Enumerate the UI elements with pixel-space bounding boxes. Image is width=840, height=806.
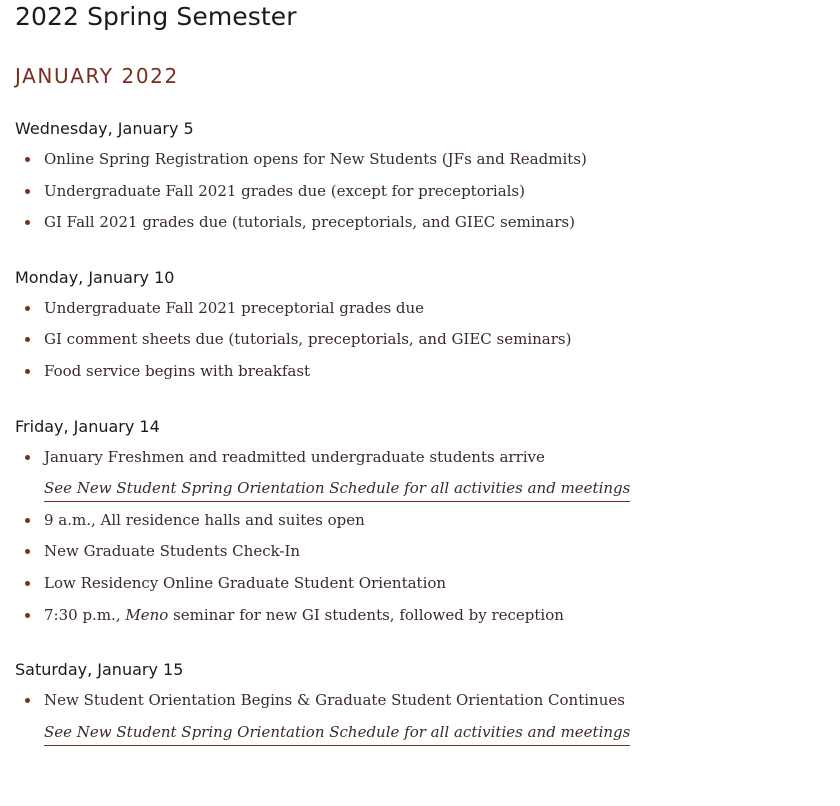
event-text: Undergraduate Fall 2021 preceptorial grades due — [44, 298, 425, 317]
bullet-icon — [25, 455, 30, 460]
semester-title: 2022 Spring Semester — [15, 2, 297, 31]
event-text: GI Fall 2021 grades due (tutorials, preceptorials, and GIEC seminars) — [44, 213, 575, 232]
event-list — [15, 293, 840, 388]
bullet-icon — [25, 337, 30, 342]
event-text: Undergraduate Fall 2021 grades due (except for preceptorials) — [44, 181, 525, 200]
event-time: 7:30 p.m., — [44, 605, 126, 624]
bullet-icon — [25, 549, 30, 554]
day-heading: Saturday, January 15 — [15, 660, 184, 680]
list-item — [15, 324, 840, 356]
bullet-icon — [25, 189, 30, 194]
event-list — [15, 685, 840, 748]
event-text: seminar for new GI students, followed by reception — [168, 605, 564, 624]
event-text: Online Spring Registration opens for New Students (JFs and Readmits) — [44, 150, 587, 168]
list-item — [15, 568, 840, 600]
list-item — [15, 176, 840, 208]
bullet-icon — [25, 369, 30, 374]
event-text: Food service begins with breakfast — [44, 361, 311, 380]
bullet-icon — [25, 157, 30, 162]
bullet-icon — [25, 613, 30, 618]
list-item — [15, 207, 840, 239]
list-item — [15, 536, 840, 568]
day-heading: Friday, January 14 — [15, 416, 160, 436]
bullet-icon — [25, 518, 30, 523]
event-text: 9 a.m., All residence halls and suites open — [44, 510, 365, 529]
day-heading: Monday, January 10 — [15, 267, 175, 287]
day-section-jan-15 — [15, 659, 840, 748]
event-list — [15, 144, 840, 239]
event-text: GI comment sheets due (tutorials, preceptorials, and GIEC seminars) — [44, 330, 572, 349]
day-section-jan-10 — [15, 267, 840, 388]
bullet-icon — [25, 220, 30, 225]
day-section-jan-14 — [15, 416, 840, 632]
event-text: New Student Orientation Begins & Graduate Student Orientation Continues — [44, 691, 625, 710]
day-heading: Wednesday, January 5 — [15, 119, 194, 138]
event-text: January Freshmen and readmitted undergraduate students arrive — [44, 447, 545, 466]
bullet-icon — [25, 306, 30, 311]
orientation-schedule-link[interactable]: See New Student Spring Orientation Schedule for all activities and meetings — [44, 475, 630, 502]
list-item — [15, 442, 840, 505]
list-item — [15, 356, 840, 388]
list-item — [15, 505, 840, 537]
event-list — [15, 442, 840, 632]
bullet-icon — [25, 581, 30, 586]
work-title: Meno — [125, 605, 169, 624]
bullet-icon — [25, 698, 30, 703]
list-item — [15, 685, 840, 748]
list-item — [15, 600, 840, 632]
list-item — [15, 144, 840, 176]
event-text: New Graduate Students Check-In — [44, 542, 301, 561]
event-text: Low Residency Online Graduate Student Orientation — [44, 573, 447, 592]
month-heading: JANUARY 2022 — [15, 64, 179, 88]
list-item — [15, 293, 840, 325]
day-section-jan-5 — [15, 118, 840, 239]
orientation-schedule-link[interactable]: See New Student Spring Orientation Schedule for all activities and meetings — [44, 719, 630, 746]
